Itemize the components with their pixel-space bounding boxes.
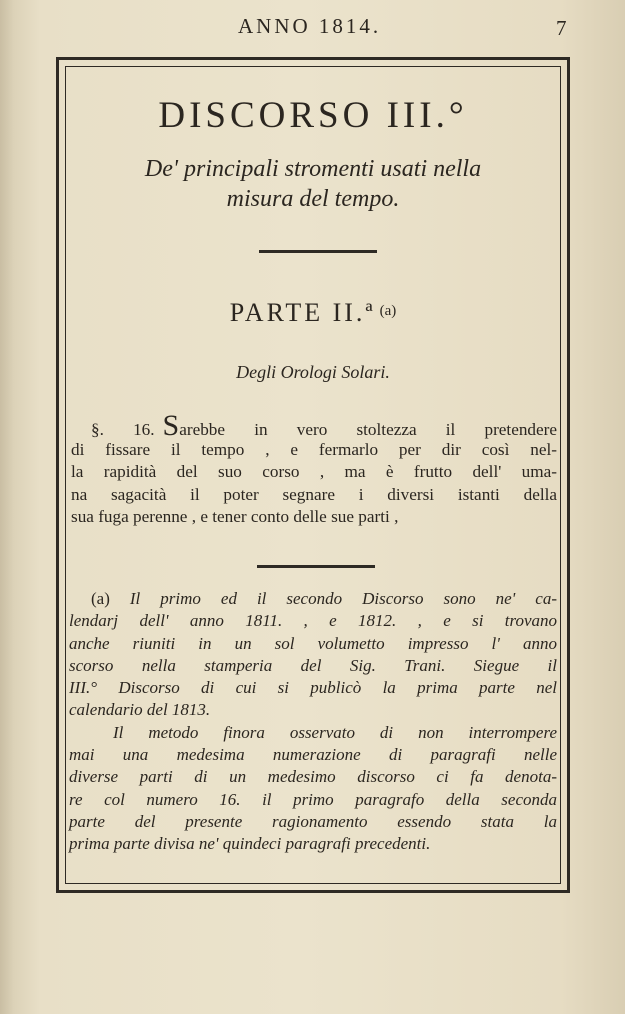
footnote-line: re col numero 16. il primo paragrafo della seconda — [69, 789, 557, 809]
body-line: la rapidità del suo corso , ma è frutto dell' uma- — [71, 462, 557, 481]
section-number: §. 16. — [91, 420, 155, 439]
footnote-line: parte del presente ragionamento essendo stata la — [69, 811, 557, 831]
part-heading-text: PARTE II.ª — [229, 298, 376, 327]
decorative-rule — [257, 565, 375, 568]
page-number: 7 — [556, 16, 567, 40]
running-head — [0, 14, 625, 42]
body-line — [71, 409, 557, 442]
footnote-line: III.° Discorso di cui si publicò la prima parte nel — [69, 678, 557, 698]
footnote-line: calendario del 1813. — [69, 700, 211, 720]
section-heading: Degli Orologi Solari. — [236, 362, 390, 382]
subtitle-line-1: De' principali stromenti usati nella — [144, 156, 482, 182]
footnote-line: prima parte divisa ne' quindeci paragrafi precedenti. — [69, 834, 431, 854]
footnote-marker: (a) — [91, 589, 110, 608]
footnote-line: lendarj dell' anno 1811. , e 1812. , e si trovano — [69, 611, 557, 631]
drop-cap: S — [162, 409, 180, 442]
body-paragraph — [71, 409, 557, 529]
footnote-line-text: Il primo ed il secondo Discorso sono ne' ca- — [129, 589, 557, 608]
decorative-rule — [259, 250, 377, 253]
page-frame — [56, 57, 570, 893]
footnote — [69, 588, 557, 856]
footnote-line: mai una medesima numerazione di paragrafi nelle — [69, 745, 557, 765]
footnote-line — [69, 588, 557, 610]
running-title: ANNO 1814. — [238, 14, 382, 38]
body-line-1-text: arebbe in vero stoltezza il pretendere — [179, 420, 557, 439]
footnote-reference: (a) — [379, 303, 397, 319]
subtitle-line-2: misura del tempo. — [226, 186, 400, 212]
footnote-line: anche riuniti in un sol volumetto impresso l' anno — [69, 633, 557, 653]
subtitle — [99, 154, 527, 214]
footnote-line: scorso nella stamperia del Sig. Trani. Siegue il — [69, 655, 557, 675]
body-line: di fissare il tempo , e fermarlo per dir così nel- — [71, 439, 557, 459]
footnote-line: Il metodo finora osservato di non interrompere — [113, 722, 557, 742]
part-heading — [69, 298, 557, 328]
footnote-line: diverse parti di un medesimo discorso ci fa denota- — [69, 767, 557, 787]
body-line: sua fuga perenne , e tener conto delle sue parti , — [71, 507, 399, 526]
body-line: na sagacità il poter segnare i diversi istanti della — [71, 484, 557, 504]
discourse-title: DISCORSO III.° — [158, 95, 468, 136]
frame-content — [69, 70, 557, 880]
